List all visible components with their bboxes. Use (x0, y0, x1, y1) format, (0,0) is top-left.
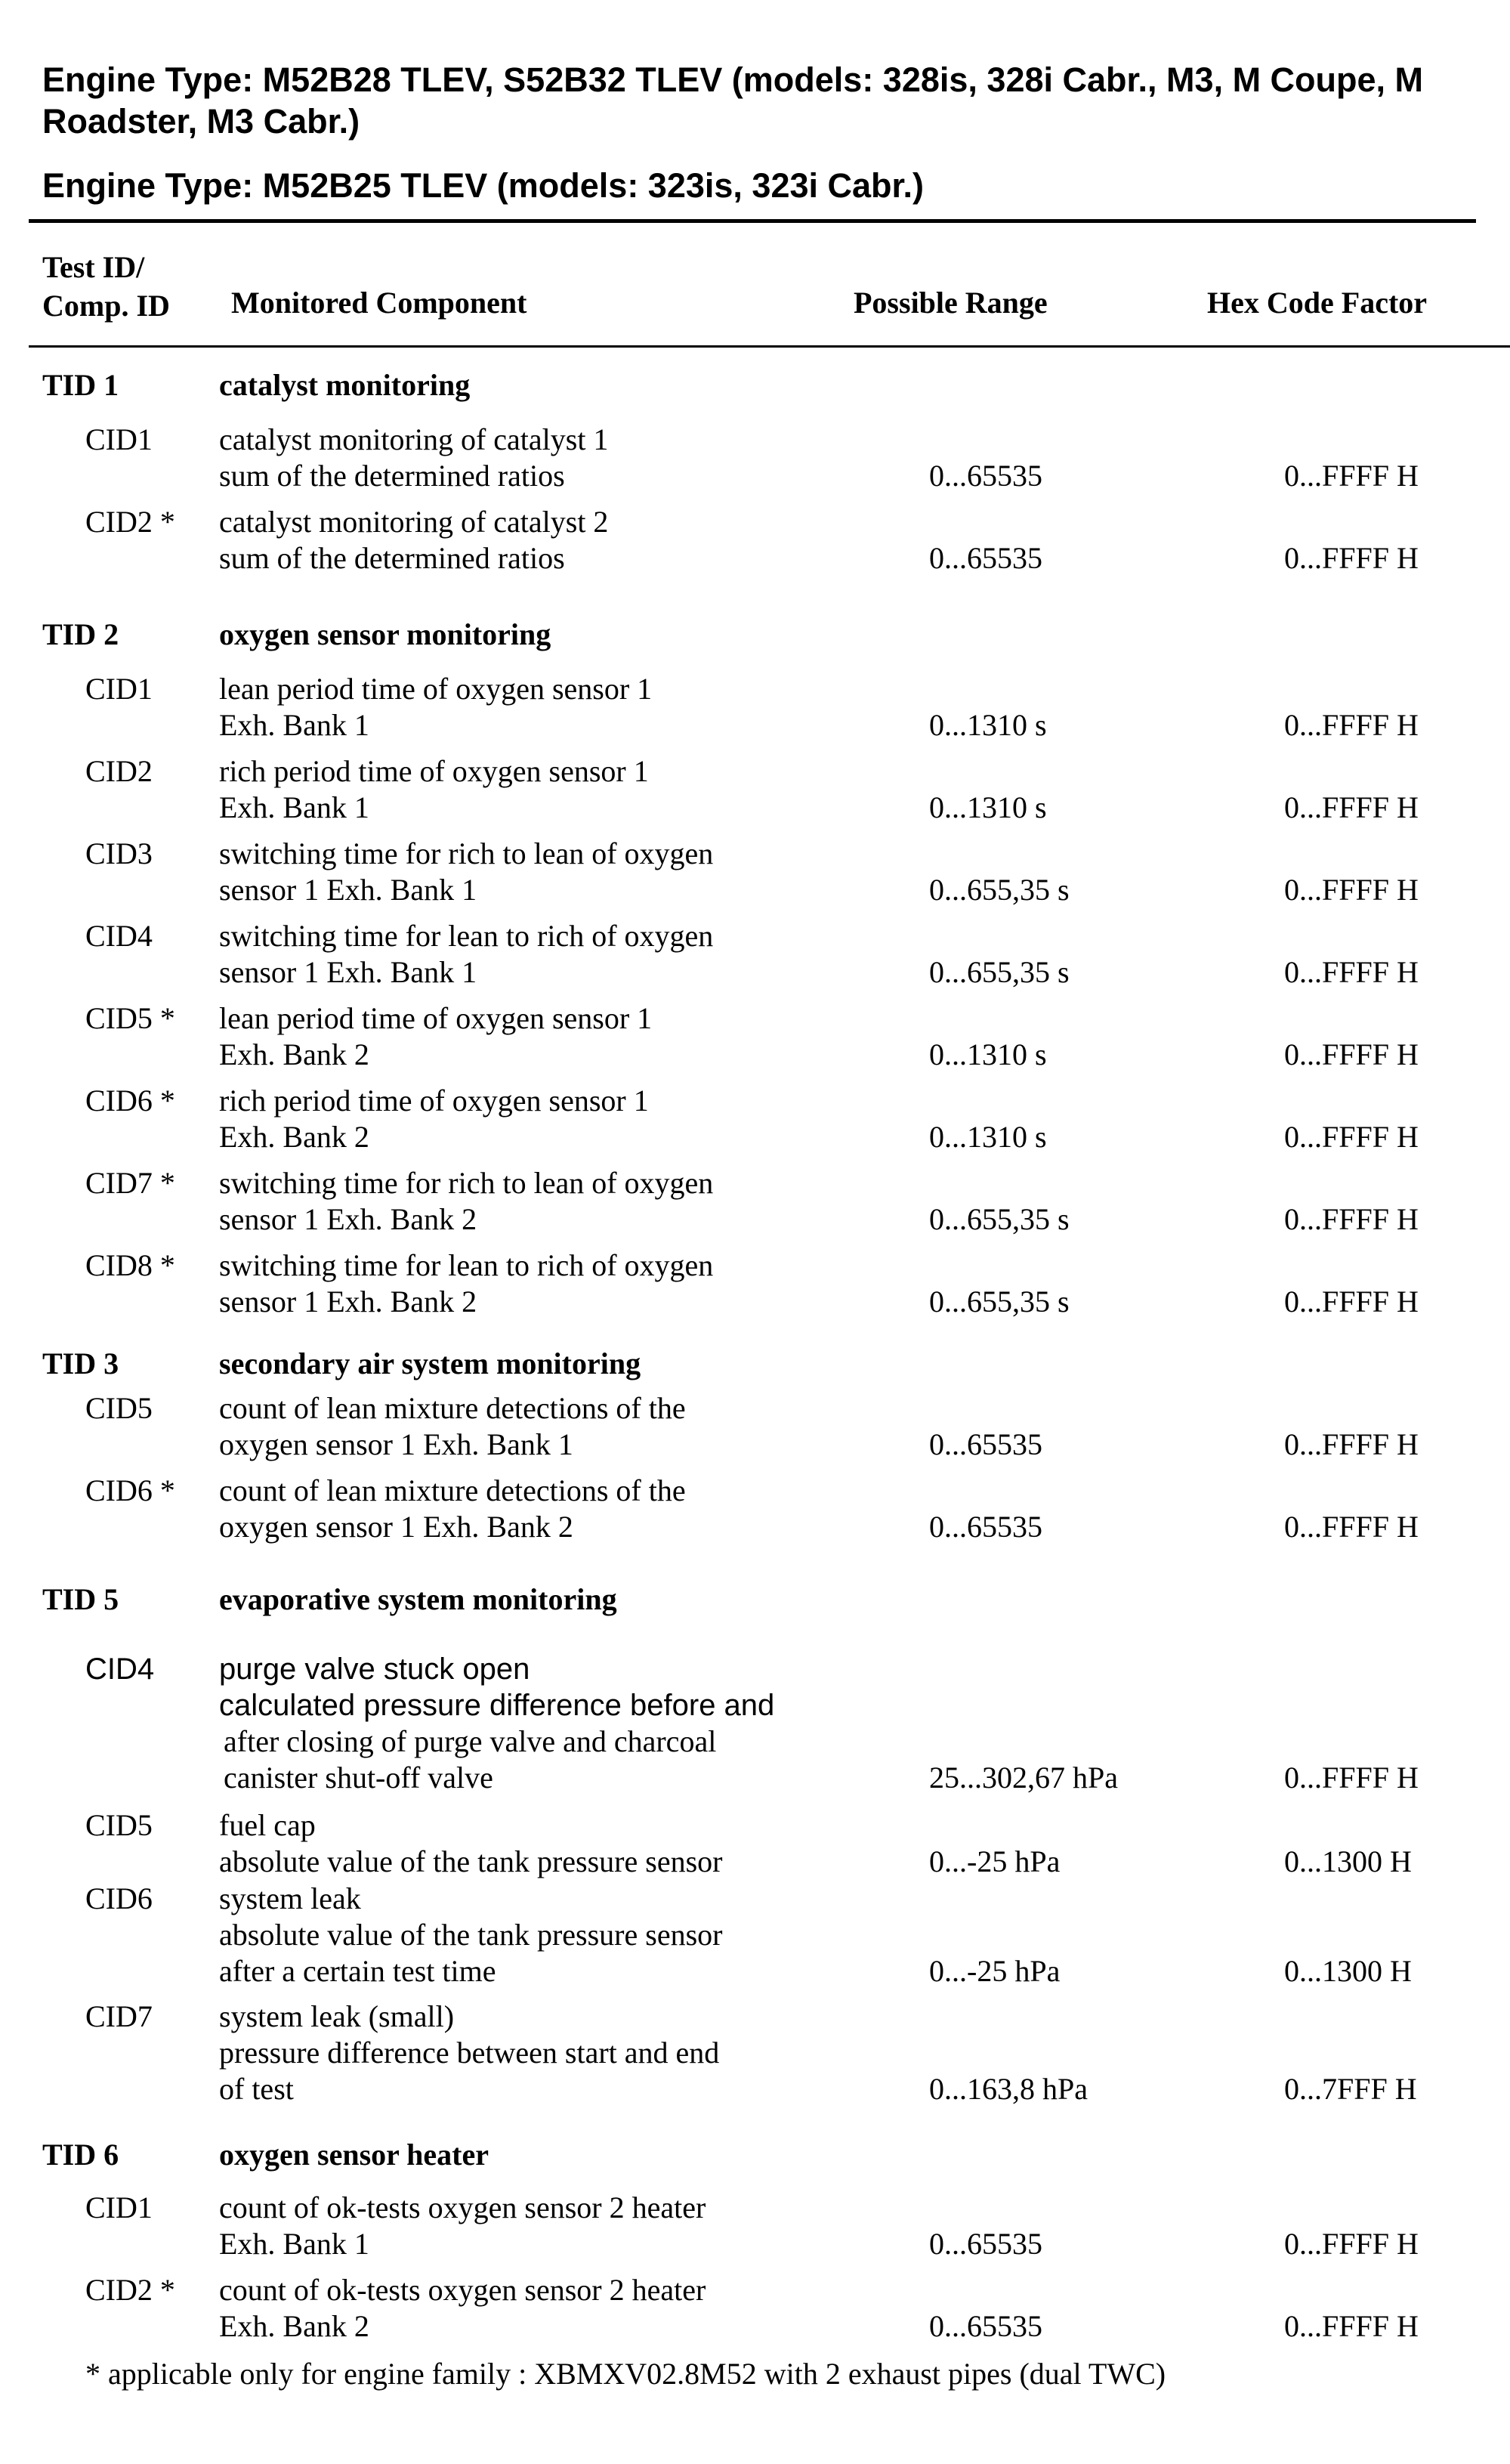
component-id: CID2 * (85, 2273, 175, 2307)
possible-range: 0...65535 (929, 2309, 1042, 2343)
description-line: switching time for lean to rich of oxygen (219, 1248, 714, 1282)
hex-code-factor: 0...FFFF H (1284, 1761, 1419, 1795)
component-id: CID4 (85, 1652, 155, 1686)
possible-range: 0...655,35 s (929, 955, 1070, 989)
component-description (219, 504, 608, 577)
description-line: catalyst monitoring of catalyst 1 (219, 422, 609, 456)
hex-code-factor: 0...1300 H (1284, 1844, 1412, 1878)
column-header-test-id-line1: Test ID/ (42, 250, 145, 284)
hex-code-factor: 0...FFFF H (1284, 1427, 1419, 1461)
description-line: sensor 1 Exh. Bank 1 (219, 955, 477, 989)
description-line: system leak (219, 1881, 361, 1915)
component-description (219, 918, 713, 991)
hex-code-factor: 0...FFFF H (1284, 708, 1419, 742)
description-line: after closing of purge valve and charcoal (224, 1724, 717, 1758)
description-line: pressure difference between start and end (219, 2036, 720, 2070)
description-line: switching time for rich to lean of oxygen (219, 836, 714, 870)
description-line: oxygen sensor 1 Exh. Bank 1 (219, 1427, 573, 1461)
component-description (219, 1881, 722, 1989)
description-line: oxygen sensor 1 Exh. Bank 2 (219, 1510, 573, 1544)
description-line: lean period time of oxygen sensor 1 (219, 1001, 653, 1035)
description-line: fuel cap (219, 1808, 316, 1842)
component-description (219, 671, 652, 744)
description-line: rich period time of oxygen sensor 1 (219, 1084, 649, 1118)
description-line: sum of the determined ratios (219, 541, 565, 575)
description-line: sum of the determined ratios (219, 459, 565, 493)
hex-code-factor: 0...FFFF H (1284, 541, 1419, 575)
description-line: of test (219, 2072, 294, 2106)
heading-divider (29, 219, 1476, 223)
component-description (219, 753, 649, 826)
description-line: count of ok-tests oxygen sensor 2 heater (219, 2190, 706, 2224)
column-header-hex: Hex Code Factor (1207, 286, 1428, 320)
description-line: Exh. Bank 2 (219, 2309, 369, 2343)
hex-code-factor: 0...1300 H (1284, 1954, 1412, 1988)
component-id: CID5 (85, 1808, 153, 1842)
description-line: switching time for lean to rich of oxygen (219, 919, 714, 953)
possible-range: 0...655,35 s (929, 1202, 1070, 1236)
hex-code-factor: 0...7FFF H (1284, 2072, 1417, 2106)
hex-code-factor: 0...FFFF H (1284, 1285, 1419, 1319)
component-id: CID6 * (85, 1084, 175, 1118)
test-id: TID 2 (42, 617, 119, 651)
description-line: count of ok-tests oxygen sensor 2 heater (219, 2273, 706, 2307)
description-line: absolute value of the tank pressure sensor (219, 1844, 723, 1878)
component-description (219, 1390, 686, 1463)
component-description (219, 422, 608, 494)
possible-range: 0...65535 (929, 459, 1042, 493)
possible-range: 0...655,35 s (929, 1285, 1070, 1319)
component-description (219, 836, 713, 908)
hex-code-factor: 0...FFFF H (1284, 2309, 1419, 2343)
test-id: TID 5 (42, 1582, 119, 1616)
hex-code-factor: 0...FFFF H (1284, 459, 1419, 493)
component-id: CID1 (85, 422, 153, 456)
possible-range: 0...1310 s (929, 1120, 1047, 1154)
possible-range: 0...-25 hPa (929, 1844, 1061, 1878)
hex-code-factor: 0...FFFF H (1284, 1510, 1419, 1544)
description-line: sensor 1 Exh. Bank 2 (219, 1202, 477, 1236)
description-line: after a certain test time (219, 1954, 496, 1988)
component-id: CID4 (85, 919, 153, 953)
component-id: CID6 * (85, 1473, 175, 1507)
test-title: oxygen sensor monitoring (219, 617, 551, 651)
column-header-test-id-line2: Comp. ID (42, 289, 170, 323)
component-id: CID7 (85, 1999, 153, 2033)
test-title: secondary air system monitoring (219, 1346, 641, 1380)
test-id: TID 3 (42, 1346, 119, 1380)
footnote: * applicable only for engine family : XBMXV02.8M52 with 2 exhaust pipes (dual TWC) (85, 2357, 1166, 2391)
hex-code-factor: 0...FFFF H (1284, 955, 1419, 989)
component-description (219, 1473, 686, 1545)
hex-code-factor: 0...FFFF H (1284, 873, 1419, 907)
component-id: CID2 (85, 754, 153, 788)
hex-code-factor: 0...FFFF H (1284, 1037, 1419, 1071)
possible-range: 0...65535 (929, 1510, 1042, 1544)
component-description (219, 1247, 713, 1320)
possible-range: 0...1310 s (929, 790, 1047, 824)
component-id: CID8 * (85, 1248, 175, 1282)
table-header-divider (29, 345, 1510, 348)
component-description (219, 1000, 652, 1073)
component-id: CID7 * (85, 1166, 175, 1200)
possible-range: 0...65535 (929, 541, 1042, 575)
description-line: lean period time of oxygen sensor 1 (219, 672, 653, 706)
description-line: sensor 1 Exh. Bank 2 (219, 1285, 477, 1319)
test-id: TID 1 (42, 368, 119, 402)
description-line: Exh. Bank 1 (219, 790, 369, 824)
description-line: sensor 1 Exh. Bank 1 (219, 873, 477, 907)
description-line: Exh. Bank 1 (219, 2227, 369, 2261)
description-line: Exh. Bank 1 (219, 708, 369, 742)
hex-code-factor: 0...FFFF H (1284, 2227, 1419, 2261)
component-description (219, 1651, 774, 1796)
component-description (219, 1165, 713, 1238)
component-id: CID6 (85, 1881, 153, 1915)
component-description (219, 1807, 722, 1880)
possible-range: 0...1310 s (929, 708, 1047, 742)
component-id: CID1 (85, 2190, 153, 2224)
column-header-test-id (42, 248, 170, 325)
component-id: CID5 * (85, 1001, 175, 1035)
component-description (219, 1999, 719, 2107)
possible-range: 0...1310 s (929, 1037, 1047, 1071)
description-line: purge valve stuck open (219, 1652, 530, 1686)
description-line: catalyst monitoring of catalyst 2 (219, 505, 609, 539)
component-id: CID2 * (85, 505, 175, 539)
description-line: Exh. Bank 2 (219, 1120, 369, 1154)
component-id: CID5 (85, 1391, 153, 1425)
possible-range: 25...302,67 hPa (929, 1761, 1118, 1795)
description-line: calculated pressure difference before and (219, 1689, 775, 1722)
description-line: count of lean mixture detections of the (219, 1391, 686, 1425)
description-line: system leak (small) (219, 1999, 455, 2033)
possible-range: 0...163,8 hPa (929, 2072, 1088, 2106)
test-title: catalyst monitoring (219, 368, 471, 402)
description-line: Exh. Bank 2 (219, 1037, 369, 1071)
test-title: oxygen sensor heater (219, 2138, 489, 2172)
component-id: CID3 (85, 836, 153, 870)
test-title: evaporative system monitoring (219, 1582, 617, 1616)
component-description (219, 1083, 649, 1155)
component-description (219, 2272, 706, 2345)
description-line: count of lean mixture detections of the (219, 1473, 686, 1507)
hex-code-factor: 0...FFFF H (1284, 1120, 1419, 1154)
possible-range: 0...-25 hPa (929, 1954, 1061, 1988)
test-id: TID 6 (42, 2138, 119, 2172)
description-line: absolute value of the tank pressure sensor (219, 1918, 723, 1952)
column-header-component: Monitored Component (231, 286, 527, 320)
engine-type-heading-1: Engine Type: M52B28 TLEV, S52B32 TLEV (models: 328is, 328i Cabr., M3, M Coupe, M Roadster, M3 Cabr.) (42, 60, 1424, 141)
hex-code-factor: 0...FFFF H (1284, 1202, 1419, 1236)
component-description (219, 2190, 706, 2262)
engine-type-heading-2: Engine Type: M52B25 TLEV (models: 323is, 323i Cabr.) (42, 166, 925, 205)
column-header-range: Possible Range (854, 286, 1048, 320)
description-line: switching time for rich to lean of oxygen (219, 1166, 714, 1200)
possible-range: 0...65535 (929, 2227, 1042, 2261)
component-id: CID1 (85, 672, 153, 706)
description-line: rich period time of oxygen sensor 1 (219, 754, 649, 788)
description-line: canister shut-off valve (224, 1761, 493, 1795)
possible-range: 0...65535 (929, 1427, 1042, 1461)
possible-range: 0...655,35 s (929, 873, 1070, 907)
hex-code-factor: 0...FFFF H (1284, 790, 1419, 824)
